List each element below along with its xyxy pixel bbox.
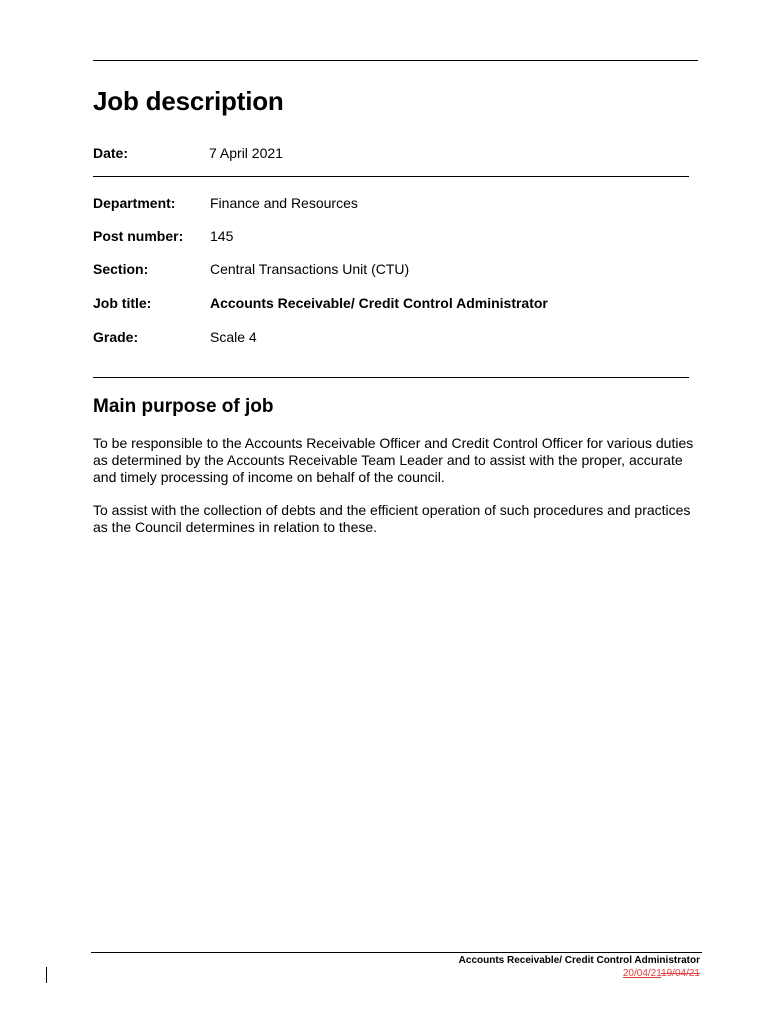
date-label: Date: xyxy=(93,145,129,161)
grade-label: Grade: xyxy=(93,329,139,345)
department-value: Finance and Resources xyxy=(210,195,358,211)
footer-rule xyxy=(91,952,702,953)
document-title: Job description xyxy=(93,86,284,116)
post-number-label: Post number: xyxy=(93,228,184,244)
grade-value: Scale 4 xyxy=(210,329,257,345)
main-purpose-heading: Main purpose of job xyxy=(93,396,274,417)
job-title-value: Accounts Receivable/ Credit Control Administrator xyxy=(210,295,548,311)
footer-revision-date xyxy=(623,968,700,979)
header-rule xyxy=(93,60,698,61)
department-label: Department: xyxy=(93,195,176,211)
footer-date-inserted: 20/04/21 xyxy=(622,968,662,979)
footer-job-title: Accounts Receivable/ Credit Control Administrator xyxy=(458,955,700,966)
job-title-label: Job title: xyxy=(93,295,152,311)
post-number-value: 145 xyxy=(210,228,234,244)
divider-rule xyxy=(93,377,689,378)
section-label: Section: xyxy=(93,261,149,277)
date-value: 7 April 2021 xyxy=(209,145,283,161)
divider-rule xyxy=(93,176,689,177)
change-bar xyxy=(46,967,47,983)
footer-date-deleted: 19/04/21 xyxy=(661,968,700,979)
section-value: Central Transactions Unit (CTU) xyxy=(210,261,410,277)
main-purpose-paragraph: To be responsible to the Accounts Receivable Officer and Credit Control Officer for various duties as determined by the Accounts Receivable Team Leader and to assist with the proper, accurate and timely processing of income on behalf of the council. xyxy=(93,435,694,485)
main-purpose-paragraph: To assist with the collection of debts and the efficient operation of such procedures and practices as the Council determines in relation to these. xyxy=(93,502,691,535)
